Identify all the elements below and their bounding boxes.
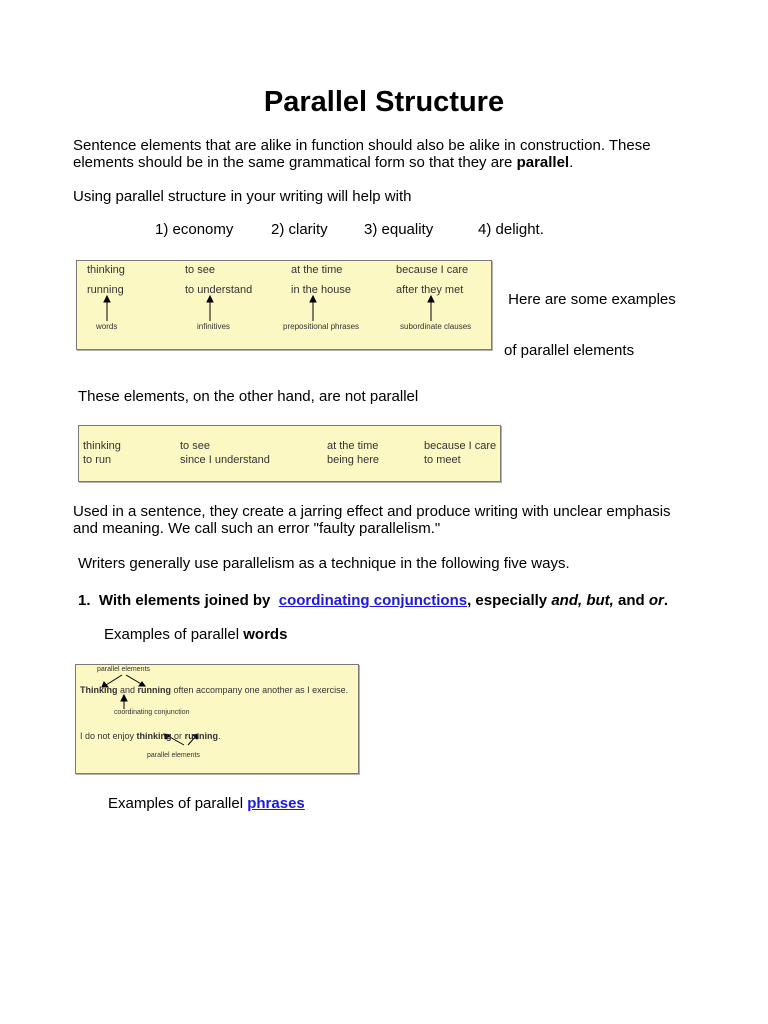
intro-line-1: Sentence elements that are alike in function should also be alike in construction. These [73, 137, 651, 154]
words-conjunction-label: coordinating conjunction [114, 709, 190, 716]
parallel-col2-second: to understand [185, 284, 253, 296]
parallel-col1-second: running [87, 284, 124, 296]
not-parallel-col3-first: at the time [327, 440, 379, 452]
intro-paragraph [73, 137, 713, 171]
item-1-heading [78, 592, 668, 609]
sentence-1-rest: often accompany one another as I exercise. [171, 685, 349, 695]
parallel-term: parallel [516, 154, 570, 171]
parallel-examples-caption [504, 257, 676, 376]
sentence-2-start: I do not enjoy [80, 731, 137, 741]
not-parallel-col1-first: thinking [83, 440, 121, 452]
benefit-1: 1) economy [155, 221, 234, 238]
sentence-2-end: . [218, 731, 221, 741]
item-1-and-but: and, but, [551, 592, 614, 609]
parallel-col3-first: at the time [291, 264, 343, 276]
phrases-examples-text: Examples of parallel [108, 795, 248, 812]
item-1-period: . [663, 592, 668, 609]
parallel-col4-second: after they met [396, 284, 464, 296]
item-1-and: and [613, 592, 649, 609]
benefit-2: 2) clarity [271, 221, 328, 238]
words-example-figure [75, 664, 359, 774]
parallel-col3-second: in the house [291, 284, 351, 296]
words-examples-heading [104, 626, 287, 643]
parallel-col4-first: because I care [396, 264, 469, 276]
not-parallel-figure [78, 425, 501, 482]
not-parallel-col4-second: to meet [424, 454, 461, 466]
words-bottom-label: parallel elements [147, 752, 200, 759]
not-parallel-col3-second: being here [327, 454, 379, 466]
parallel-col2-label: infinitives [197, 322, 230, 331]
benefit-3: 3) equality [364, 221, 434, 238]
thinking-word-2: thinking [136, 731, 172, 741]
phrases-link[interactable]: phrases [247, 795, 305, 812]
parallel-examples-figure [76, 260, 492, 350]
caption-line-2: of parallel elements [504, 342, 635, 359]
not-parallel-caption: These elements, on the other hand, are not parallel [78, 388, 419, 405]
helps-intro: Using parallel structure in your writing will help with [73, 188, 412, 205]
item-1-or: or [648, 592, 664, 609]
caption-line-1: Here are some examples [504, 291, 676, 308]
words-top-label: parallel elements [97, 666, 150, 673]
words-term: words [243, 626, 288, 643]
words-examples-text: Examples of parallel [104, 626, 244, 643]
parallel-col3-label: prepositional phrases [283, 322, 360, 331]
benefit-4: 4) delight. [478, 221, 544, 238]
thinking-word: Thinking [80, 685, 118, 695]
faulty-line-2: and meaning. We call such an error "faulty parallelism." [73, 520, 441, 537]
phrases-examples-heading [108, 795, 305, 812]
page-title: Parallel Structure [263, 86, 505, 118]
not-parallel-col2-second: since I understand [180, 454, 270, 466]
or-word: or [171, 731, 185, 741]
intro-period: . [569, 154, 574, 171]
parallel-col2-first: to see [185, 264, 215, 276]
not-parallel-col2-first: to see [180, 440, 210, 452]
item-1-especially: , especially [467, 592, 552, 609]
faulty-paragraph [73, 503, 733, 537]
not-parallel-col4-first: because I care [424, 440, 497, 452]
words-sentence-1 [80, 685, 348, 695]
intro-text: elements should be in the same grammatical form so that they are [73, 154, 517, 171]
words-arrows [76, 665, 358, 773]
faulty-line-1: Used in a sentence, they create a jarring effect and produce writing with unclear emphasis [73, 503, 671, 520]
coordinating-conjunctions-link[interactable]: coordinating conjunctions [278, 592, 468, 609]
intro-line-2 [73, 154, 713, 171]
not-parallel-col1-second: to run [83, 454, 112, 466]
parallel-col1-label: words [96, 322, 118, 331]
and-word: and [117, 685, 138, 695]
parallel-col4-label: subordinate clauses [400, 322, 472, 331]
running-word-2: running [184, 731, 219, 741]
parallel-col1-first: thinking [87, 264, 125, 276]
words-sentence-2 [80, 731, 221, 741]
item-1-text: 1. With elements joined by [78, 592, 279, 609]
five-ways-text: Writers generally use parallelism as a technique in the following five ways. [78, 555, 570, 572]
running-word: running [137, 685, 172, 695]
